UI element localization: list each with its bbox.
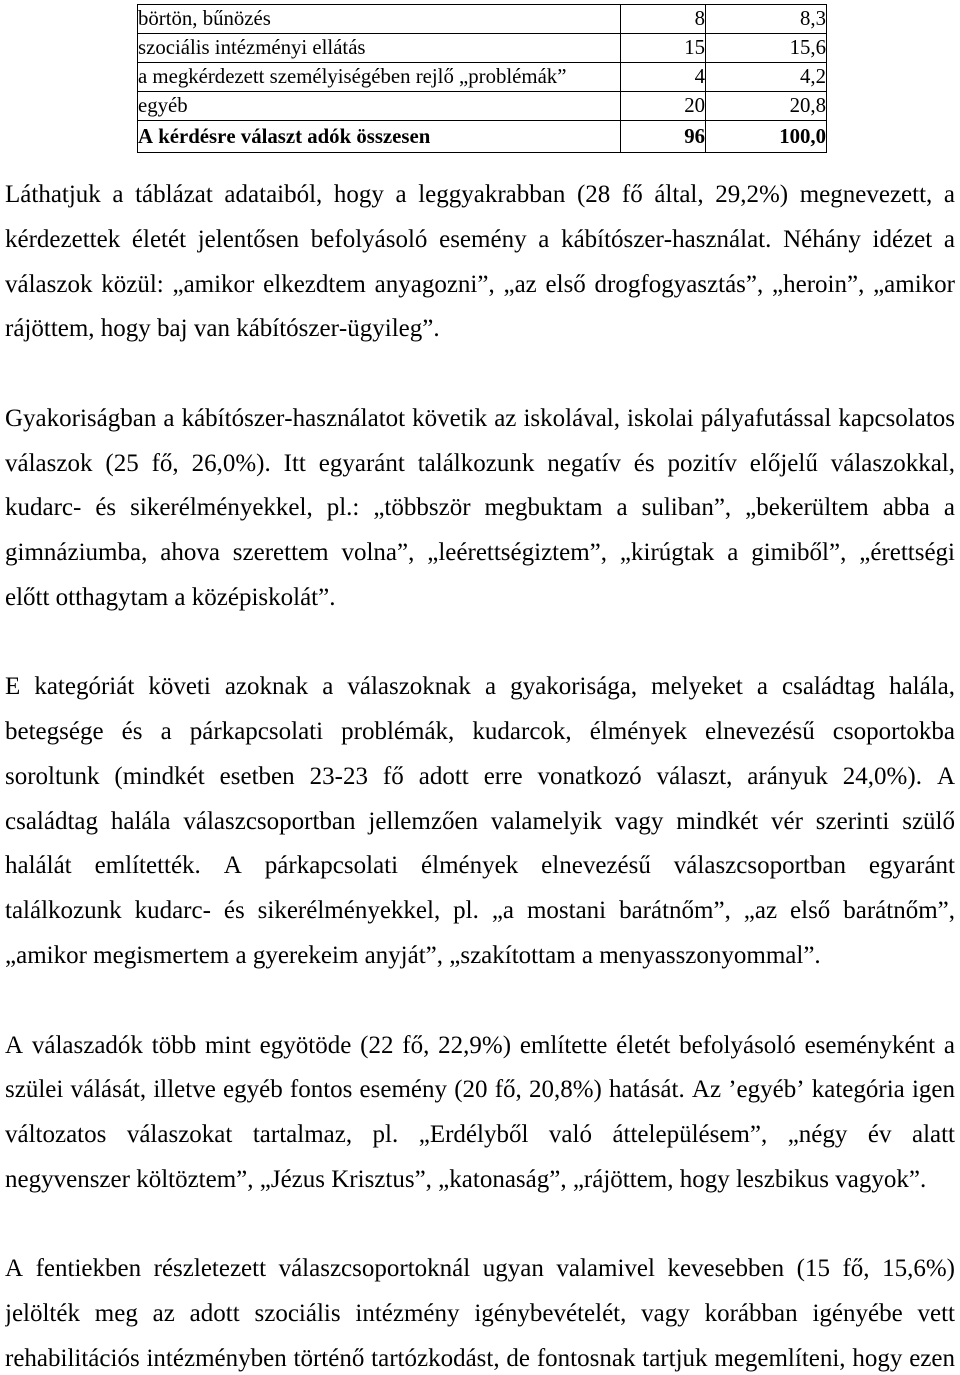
- total-count: 96: [621, 121, 706, 153]
- text-line: kudarc- és sikerélményekkel, pl.: „többször megbuktam a suliban”, „bekerültem abba a: [5, 494, 955, 522]
- row-label: egyéb: [138, 92, 621, 121]
- row-label: szociális intézményi ellátás: [138, 34, 621, 63]
- text-line: gimnáziumba, ahova szerettem volna”, „leérettségiztem”, „kirúgtak a gimiből”, „érettségi: [5, 539, 955, 567]
- body-paragraph: [5, 1247, 955, 1374]
- text-line: A válaszadók több mint egyötöde (22 fő, 22,9%) említette életét befolyásoló eseményként a: [5, 1031, 955, 1059]
- body-paragraph: [5, 665, 955, 978]
- text-line: találkozunk kudarc- és sikerélményekkel, pl. „a mostani barátnőm”, „az első barátnőm”,: [5, 897, 955, 925]
- text-line: válaszok közül: „amikor elkezdtem anyagozni”, „az első drogfogyasztás”, „heroin”, „amikor: [5, 270, 955, 298]
- body-paragraph: [5, 1024, 955, 1203]
- row-count: 15: [621, 34, 706, 63]
- text-line: soroltunk (mindkét esetben 23-23 fő adott erre vonatkozó választ, arányuk 24,0%). A: [5, 762, 955, 790]
- text-line: „amikor megismertem a gyerekeim anyját”, „szakítottam a menyasszonyommal”.: [5, 942, 821, 970]
- text-line: halálát említették. A párkapcsolati élmények elnevezésű válaszcsoportban egyaránt: [5, 852, 955, 880]
- text-line: rájöttem, hogy baj van kábítószer-ügyileg”.: [5, 315, 440, 343]
- row-percent: 15,6: [706, 34, 827, 63]
- row-count: 8: [621, 5, 706, 34]
- row-count: 20: [621, 92, 706, 121]
- body-paragraph: [5, 173, 955, 352]
- text-line: szülei válását, illetve egyéb fontos esemény (20 fő, 20,8%) hatását. Az ’egyéb’ kategória igen: [5, 1076, 955, 1104]
- text-line: Gyakoriságban a kábítószer-használatot követik az iskolával, iskolai pályafutással kapcsolatos: [5, 404, 955, 432]
- text-line: válaszok (25 fő, 26,0%). Itt egyaránt találkozunk negatív és pozitív előjelű válaszokkal,: [5, 449, 955, 477]
- table-row: [138, 34, 827, 63]
- text-line: jelölték meg az adott szociális intézmény igénybevételét, vagy korábban igényébe vett: [5, 1300, 955, 1328]
- text-line: családtag halála válaszcsoportban jellemzően valamelyik vagy mindkét vér szerinti szülő: [5, 807, 955, 835]
- text-line: változatos válaszokat tartalmaz, pl. „Erdélyből való áttelepülésem”, „négy év alatt: [5, 1121, 955, 1149]
- total-row: [138, 121, 827, 153]
- row-count: 4: [621, 63, 706, 92]
- total-percent: 100,0: [706, 121, 827, 153]
- text-line: betegsége és a párkapcsolati problémák, kudarcok, élmények elnevezésű csoportokba: [5, 718, 955, 746]
- table-row: [138, 63, 827, 92]
- total-label: A kérdésre választ adók összesen: [138, 121, 621, 153]
- text-line: kérdezettek életét jelentősen befolyásoló esemény a kábítószer-használat. Néhány idézet a: [5, 225, 955, 253]
- statistics-table: [137, 4, 827, 153]
- table-row: [138, 5, 827, 34]
- text-line: Láthatjuk a táblázat adataiból, hogy a leggyakrabban (28 fő által, 29,2%) megnevezett, a: [5, 181, 955, 208]
- row-percent: 20,8: [706, 92, 827, 121]
- row-percent: 8,3: [706, 5, 827, 34]
- text-line: rehabilitációs intézményben történő tartózkodást, de fontosnak tartjuk megemlíteni, hogy ezen: [5, 1344, 955, 1372]
- row-percent: 4,2: [706, 63, 827, 92]
- body-paragraph: [5, 397, 955, 621]
- row-label: börtön, bűnözés: [138, 5, 621, 34]
- table-row: [138, 92, 827, 121]
- text-line: előtt otthagytam a középiskolát”.: [5, 583, 336, 611]
- body-text: [5, 173, 955, 1375]
- text-line: E kategóriát követi azoknak a válaszoknak a gyakorisága, melyeket a családtag halála,: [5, 673, 955, 701]
- text-line: negyvenszer költöztem”, „Jézus Krisztus”, „katonaság”, „rájöttem, hogy leszbikus vagyok”.: [5, 1165, 927, 1193]
- row-label: a megkérdezett személyiségében rejlő „problémák”: [138, 63, 621, 92]
- text-line: A fentiekben részletezett válaszcsoportoknál ugyan valamivel kevesebben (15 fő, 15,6%): [5, 1255, 955, 1283]
